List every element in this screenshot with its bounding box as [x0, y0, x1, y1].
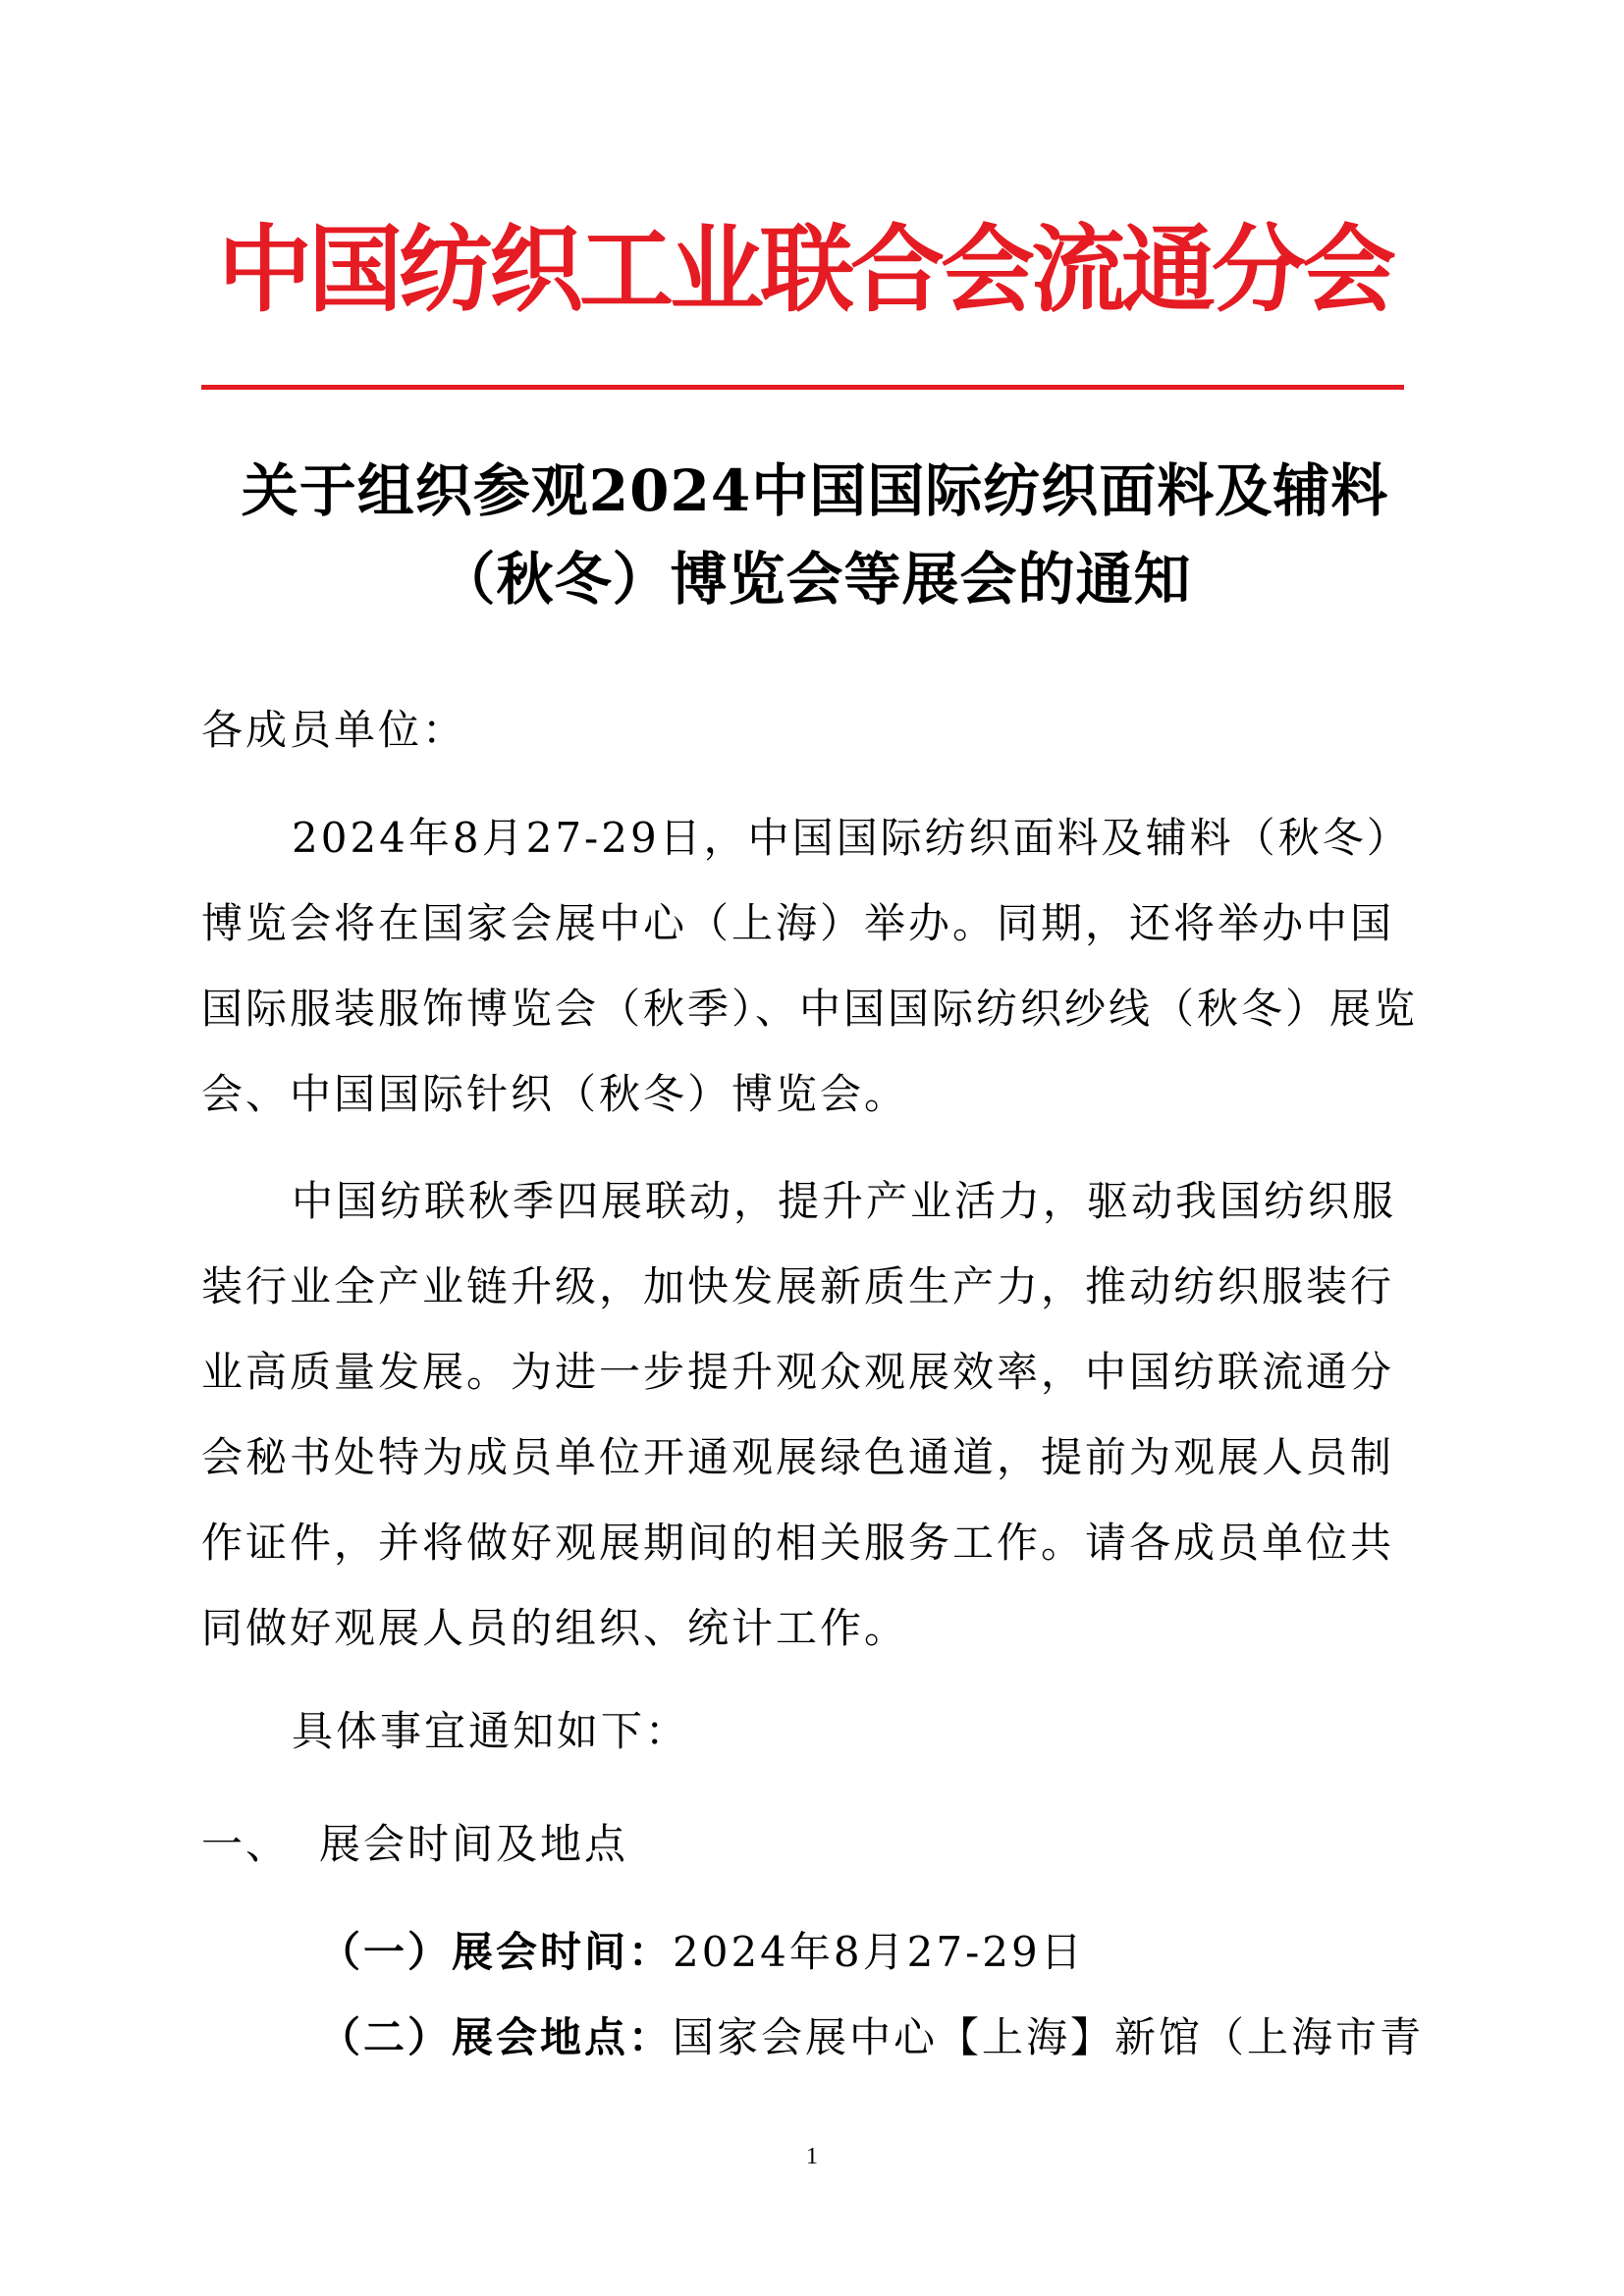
section-heading-text: 展会时间及地点 [319, 1820, 629, 1868]
section-heading-time-location [201, 1801, 628, 1887]
salutation: 各成员单位： [201, 706, 467, 754]
item-value: 2024年8月27-29日 [673, 1928, 1085, 1976]
paragraph-event-intro: 2024年8月27-29日，中国国际纺织面料及辅料（秋冬）博览会将在国家会展中心（上海）举办。同期，还将举办中国国际服装服饰博览会（秋季）、中国国际纺织纱线（秋冬）展览会、中国国际针织（秋冬）博览会。 [201, 814, 1419, 1118]
organization-header: 中国纺织工业联合会流通分会 [218, 215, 1392, 325]
title-line-2: （秋冬）博览会等展会的通知 [438, 546, 1192, 613]
item-label: （二）展会地点： [319, 2013, 674, 2061]
header-divider [201, 385, 1404, 390]
title-line-1: 关于组织参观2024中国国际纺织面料及辅料 [241, 457, 1389, 524]
document-title [201, 447, 1429, 623]
paragraph-details-lead: 具体事宜通知如下： [292, 1707, 690, 1755]
item-value: 国家会展中心【上海】新馆（上海市青 [673, 2013, 1425, 2061]
item-exhibition-location [319, 1995, 1438, 2080]
section-number: 一、 [201, 1820, 291, 1868]
item-label: （一）展会时间： [319, 1928, 674, 1976]
item-exhibition-time [319, 1909, 1438, 1995]
paragraph-purpose: 中国纺联秋季四展联动，提升产业活力，驱动我国纺织服装行业全产业链升级，加快发展新质生产力，推动纺织服装行业高质量发展。为进一步提升观众观展效率，中国纺联流通分会秘书处特为成员单位开通观展绿色通道，提前为观展人员制作证件，并将做好观展期间的相关服务工作。请各成员单位共同做好观展人员的组织、统计工作。 [201, 1177, 1397, 1652]
page-number: 1 [806, 2144, 818, 2169]
